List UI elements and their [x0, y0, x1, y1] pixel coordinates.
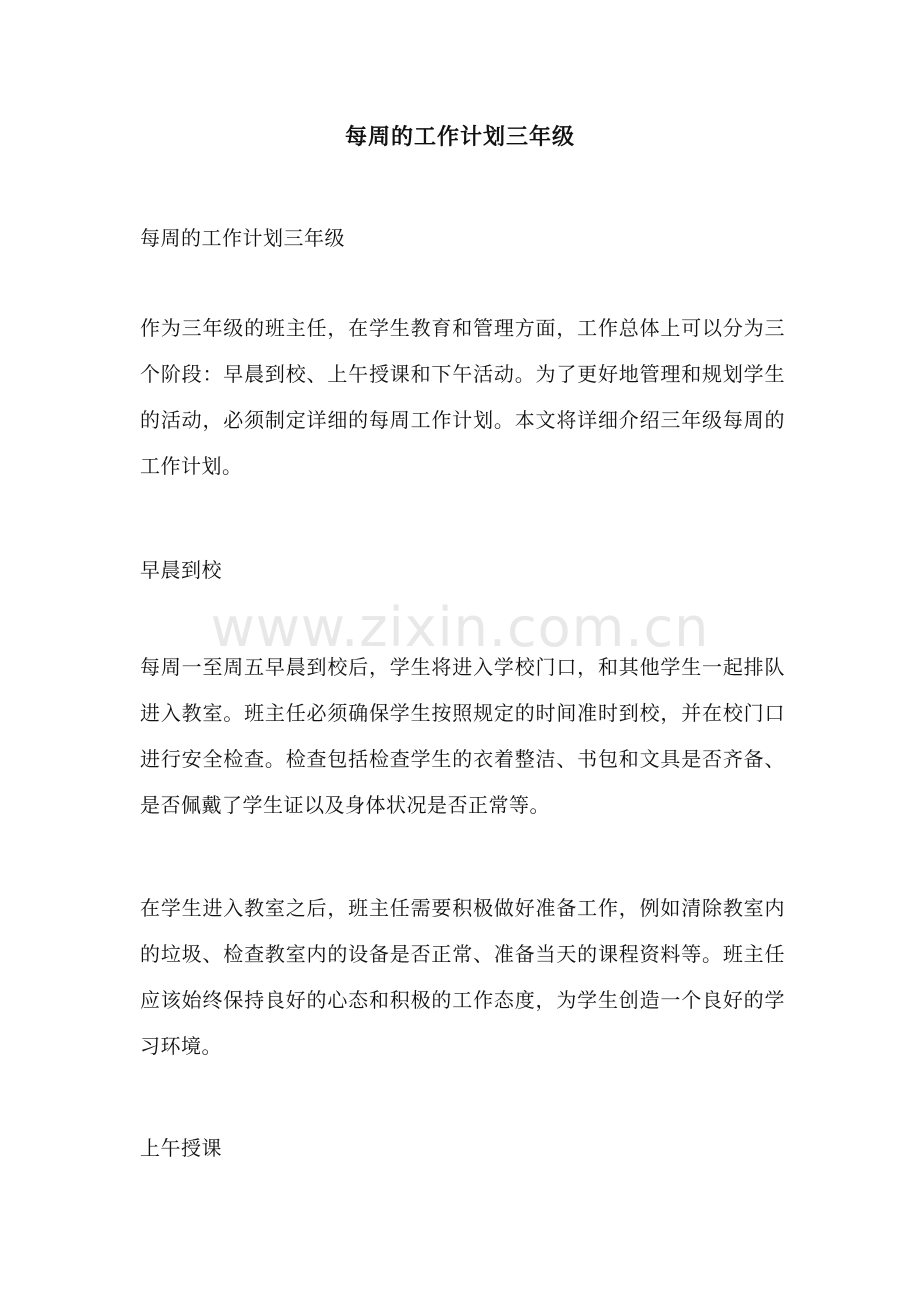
document-subtitle: 每周的工作计划三年级 — [140, 226, 345, 250]
intro-paragraph: 作为三年级的班主任，在学生教育和管理方面，工作总体上可以分为三个阶段：早晨到校、上午授课和下午活动。为了更好地管理和规划学生的活动，必须制定详细的每周工作计划。本文将详细介绍三年级每周的工作计划。 — [140, 316, 785, 478]
morning-arrival-paragraph-2: 在学生进入教室之后，班主任需要积极做好准备工作，例如清除教室内的垃圾、检查教室内的设备是否正常、准备当天的课程资料等。班主任应该始终保持良好的心态和积极的工作态度，为学生创造一个良好的学习环境。 — [140, 896, 785, 1058]
morning-arrival-paragraph-1: 每周一至周五早晨到校后，学生将进入学校门口，和其他学生一起排队进入教室。班主任必须确保学生按照规定的时间准时到校，并在校门口进行安全检查。检查包括检查学生的衣着整洁、书包和文具是否齐备、是否佩戴了学生证以及身体状况是否正常等。 — [140, 655, 785, 817]
document-title: 每周的工作计划三年级 — [344, 124, 575, 150]
watermark: www.zixin.com.cn — [210, 596, 710, 659]
section-heading-morning-arrival: 早晨到校 — [140, 558, 222, 582]
section-heading-morning-classes: 上午授课 — [140, 1136, 222, 1160]
